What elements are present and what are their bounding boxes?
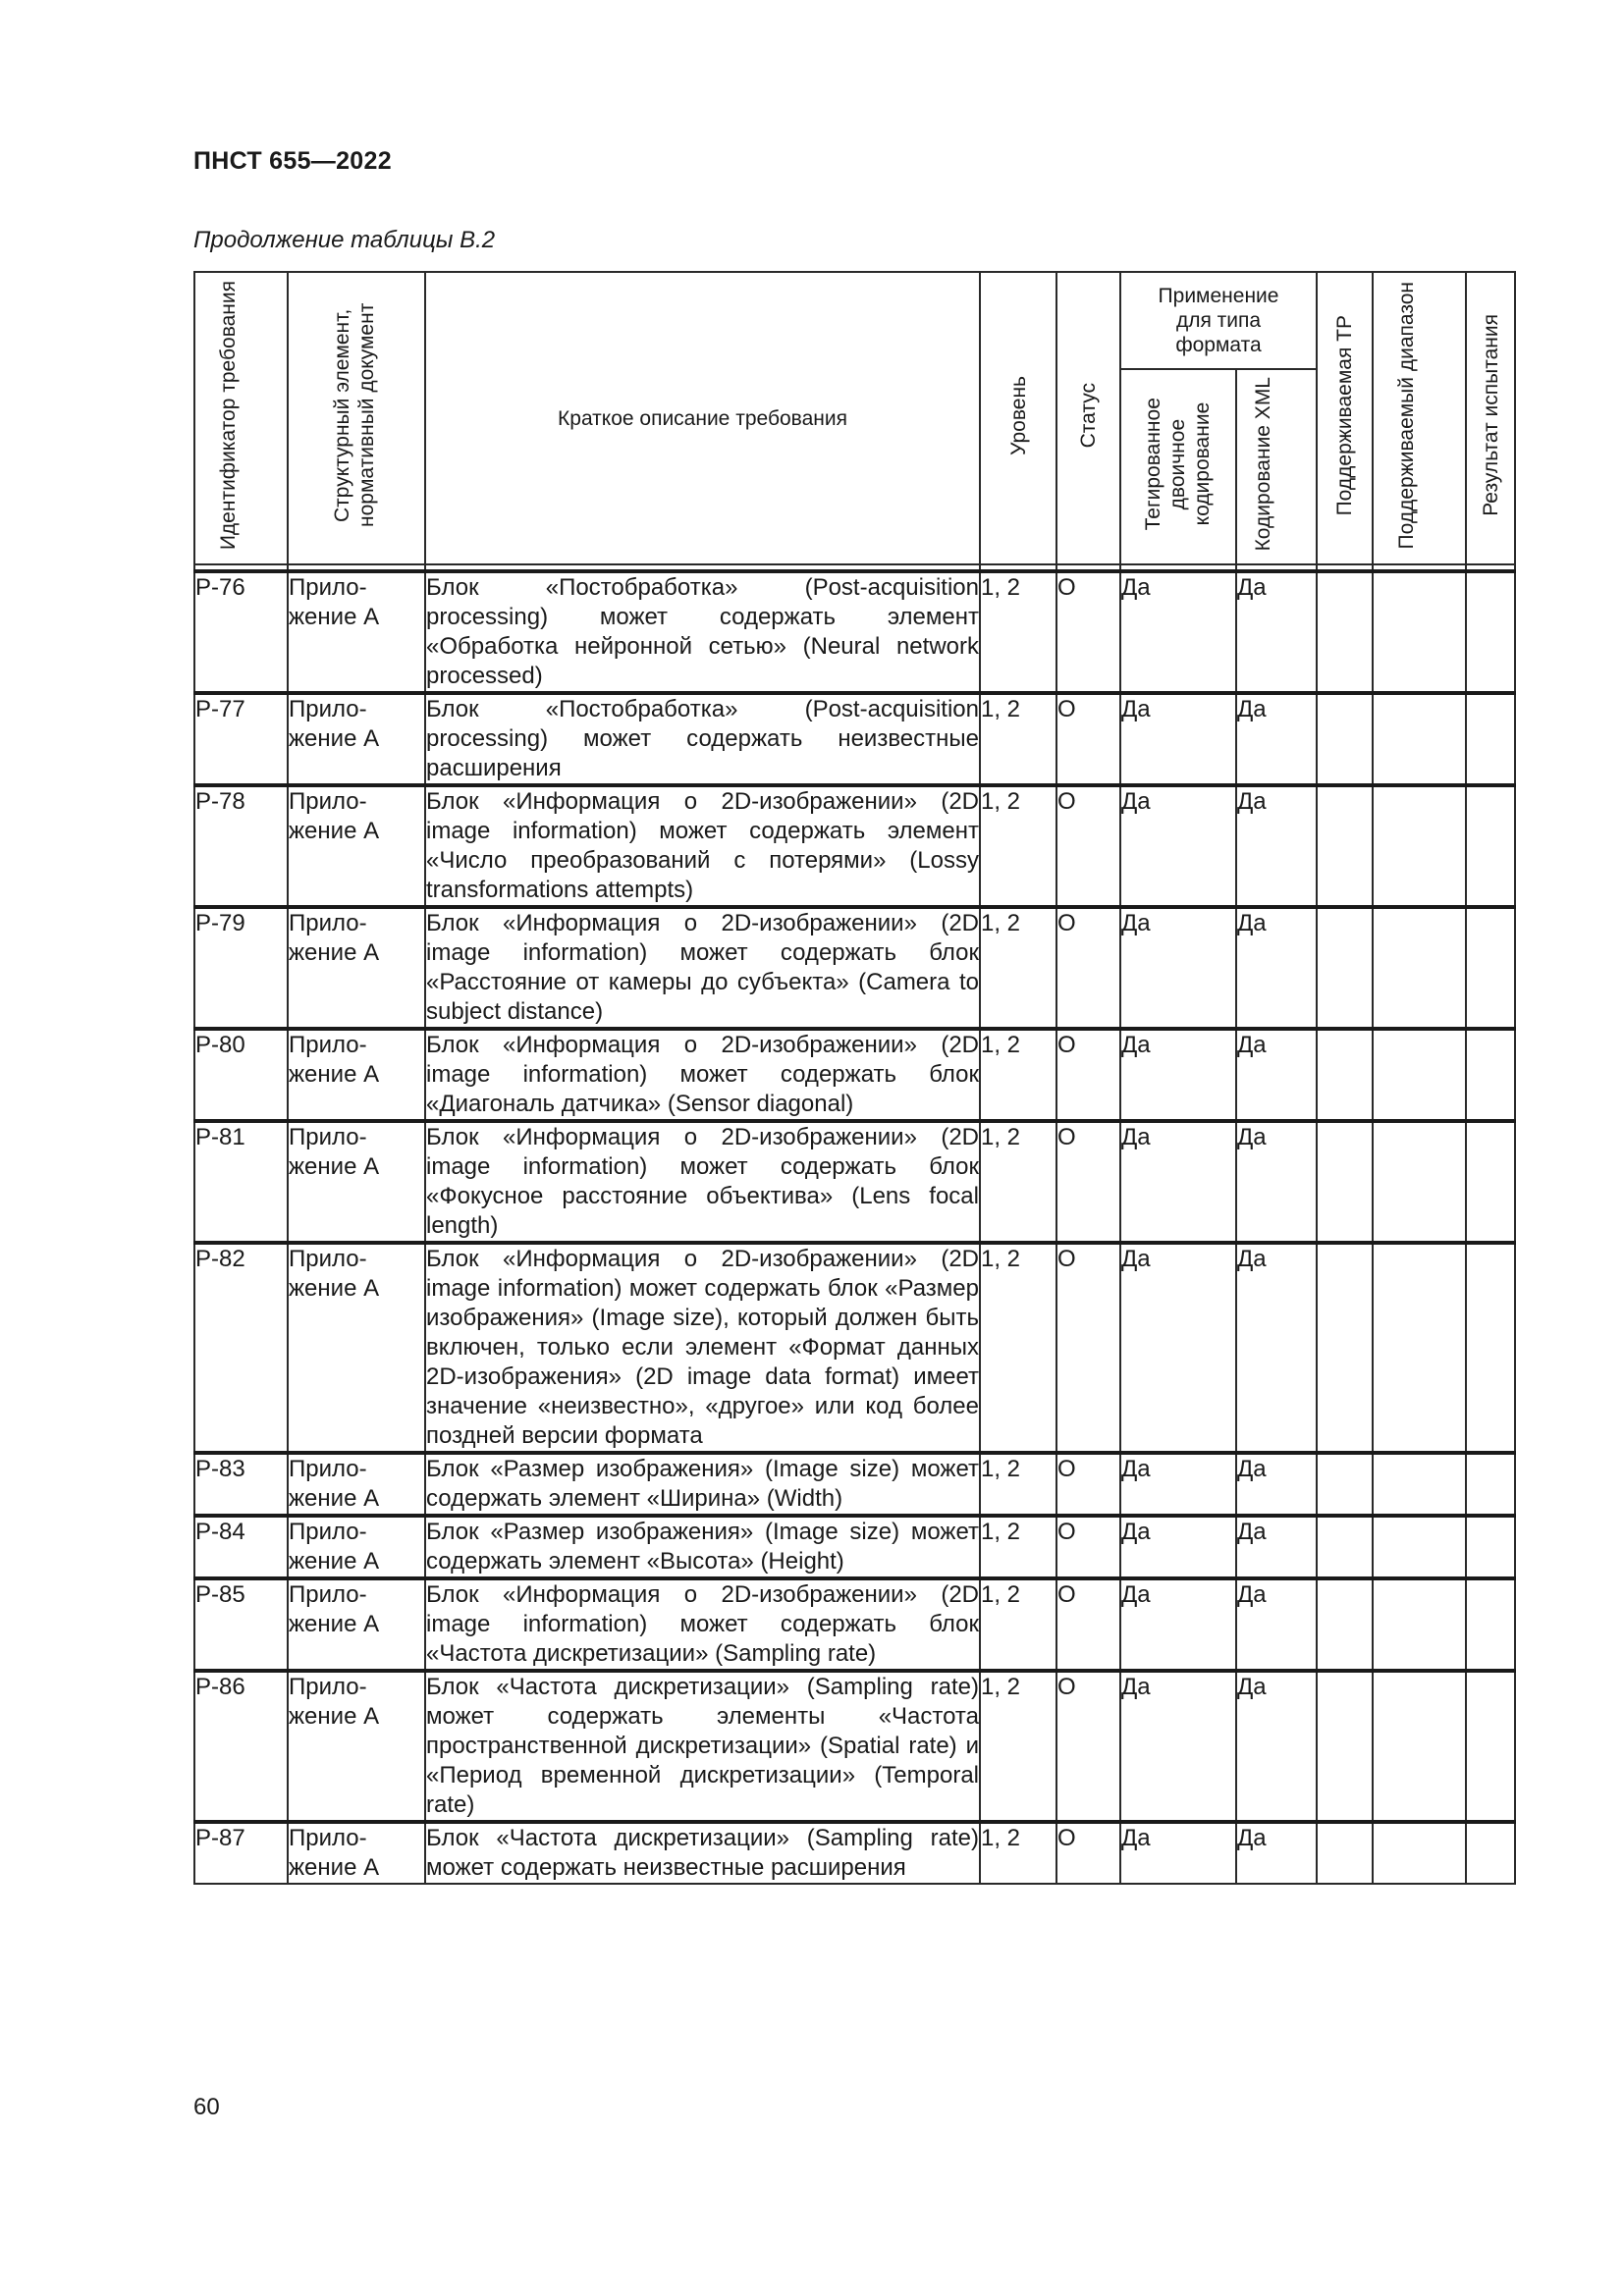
table-row bbox=[194, 907, 1515, 1029]
header-supported-tr: Поддерживаемая ТР bbox=[1317, 272, 1373, 564]
row-tagged-binary: Да bbox=[1120, 1029, 1236, 1121]
row-supported-range bbox=[1373, 1453, 1466, 1516]
row-supported-range bbox=[1373, 907, 1466, 1029]
row-test-result bbox=[1466, 785, 1515, 907]
row-status: O bbox=[1056, 1578, 1120, 1671]
row-description: Блок «Постобработка» (Post-acquisition processing) может содержать элемент «Обработка нейронной сетью» (Neural network processed) bbox=[425, 571, 980, 693]
header-structural: Структурный элемент, нормативный документ bbox=[288, 272, 425, 564]
row-xml: Да bbox=[1236, 1822, 1317, 1884]
row-supported-tr bbox=[1317, 1516, 1373, 1578]
row-level: 1, 2 bbox=[980, 1029, 1056, 1121]
row-xml: Да bbox=[1236, 571, 1317, 693]
row-level: 1, 2 bbox=[980, 785, 1056, 907]
table-row bbox=[194, 1822, 1515, 1884]
page-number: 60 bbox=[193, 2094, 220, 2120]
table-row bbox=[194, 693, 1515, 785]
row-test-result bbox=[1466, 1822, 1515, 1884]
row-xml: Да bbox=[1236, 1578, 1317, 1671]
row-description: Блок «Постобработка» (Post-acquisition processing) может содержать неизвестные расширения bbox=[425, 693, 980, 785]
row-supported-range bbox=[1373, 1578, 1466, 1671]
row-description: Блок «Частота дискретизации» (Sampling rate) может содержать неизвестные расширения bbox=[425, 1822, 980, 1884]
row-id: P-81 bbox=[194, 1121, 288, 1243]
row-level: 1, 2 bbox=[980, 693, 1056, 785]
row-status: O bbox=[1056, 1453, 1120, 1516]
row-test-result bbox=[1466, 1578, 1515, 1671]
row-supported-tr bbox=[1317, 1578, 1373, 1671]
row-xml: Да bbox=[1236, 693, 1317, 785]
row-structural: Прило- жение А bbox=[288, 1243, 425, 1453]
row-id: P-86 bbox=[194, 1671, 288, 1822]
row-tagged-binary: Да bbox=[1120, 1516, 1236, 1578]
row-description: Блок «Информация о 2D-изображении» (2D image information) может содержать блок «Диагональ датчика» (Sensor diagonal) bbox=[425, 1029, 980, 1121]
row-xml: Да bbox=[1236, 1243, 1317, 1453]
row-test-result bbox=[1466, 1029, 1515, 1121]
table-caption: Продолжение таблицы В.2 bbox=[193, 227, 496, 253]
row-description: Блок «Информация о 2D-изображении» (2D image information) может содержать блок «Частота дискретизации» (Sampling rate) bbox=[425, 1578, 980, 1671]
row-supported-range bbox=[1373, 1822, 1466, 1884]
row-id: P-76 bbox=[194, 571, 288, 693]
row-id: P-79 bbox=[194, 907, 288, 1029]
row-supported-range bbox=[1373, 571, 1466, 693]
row-supported-tr bbox=[1317, 907, 1373, 1029]
row-test-result bbox=[1466, 571, 1515, 693]
row-tagged-binary: Да bbox=[1120, 785, 1236, 907]
row-supported-range bbox=[1373, 693, 1466, 785]
row-supported-tr bbox=[1317, 1121, 1373, 1243]
row-structural: Прило- жение А bbox=[288, 1453, 425, 1516]
row-level: 1, 2 bbox=[980, 1453, 1056, 1516]
table-row bbox=[194, 1243, 1515, 1453]
row-structural: Прило- жение А bbox=[288, 571, 425, 693]
header-id: Идентификатор требования bbox=[194, 272, 288, 564]
row-id: P-84 bbox=[194, 1516, 288, 1578]
row-tagged-binary: Да bbox=[1120, 1578, 1236, 1671]
row-id: P-78 bbox=[194, 785, 288, 907]
row-xml: Да bbox=[1236, 1121, 1317, 1243]
header-supported-range: Поддерживаемый диапазон bbox=[1373, 272, 1466, 564]
row-structural: Прило- жение А bbox=[288, 1578, 425, 1671]
row-test-result bbox=[1466, 907, 1515, 1029]
row-supported-range bbox=[1373, 785, 1466, 907]
row-structural: Прило- жение А bbox=[288, 1121, 425, 1243]
row-status: O bbox=[1056, 1243, 1120, 1453]
row-tagged-binary: Да bbox=[1120, 1671, 1236, 1822]
row-test-result bbox=[1466, 1516, 1515, 1578]
header-application: Применение для типа формата bbox=[1120, 272, 1317, 369]
row-id: P-77 bbox=[194, 693, 288, 785]
row-tagged-binary: Да bbox=[1120, 907, 1236, 1029]
header-test-result: Результат испытания bbox=[1466, 272, 1515, 564]
row-structural: Прило- жение А bbox=[288, 1822, 425, 1884]
row-supported-range bbox=[1373, 1029, 1466, 1121]
row-structural: Прило- жение А bbox=[288, 1029, 425, 1121]
row-tagged-binary: Да bbox=[1120, 1243, 1236, 1453]
row-description: Блок «Размер изображения» (Image size) может содержать элемент «Ширина» (Width) bbox=[425, 1453, 980, 1516]
row-tagged-binary: Да bbox=[1120, 693, 1236, 785]
row-supported-range bbox=[1373, 1516, 1466, 1578]
row-description: Блок «Информация о 2D-изображении» (2D image information) может содержать блок «Расстояние от камеры до субъекта» (Camera to subject distance) bbox=[425, 907, 980, 1029]
row-status: O bbox=[1056, 1671, 1120, 1822]
row-description: Блок «Информация о 2D-изображении» (2D image information) может содержать элемент «Число преобразований с потерями» (Lossy transformations attempts) bbox=[425, 785, 980, 907]
header-xml: Кодирование XML bbox=[1236, 369, 1317, 564]
row-level: 1, 2 bbox=[980, 1578, 1056, 1671]
row-level: 1, 2 bbox=[980, 1822, 1056, 1884]
table-row bbox=[194, 1121, 1515, 1243]
table-row bbox=[194, 1671, 1515, 1822]
header-level: Уровень bbox=[980, 272, 1056, 564]
row-tagged-binary: Да bbox=[1120, 571, 1236, 693]
row-level: 1, 2 bbox=[980, 571, 1056, 693]
row-xml: Да bbox=[1236, 1671, 1317, 1822]
row-xml: Да bbox=[1236, 785, 1317, 907]
table-row bbox=[194, 1578, 1515, 1671]
row-supported-tr bbox=[1317, 571, 1373, 693]
row-xml: Да bbox=[1236, 907, 1317, 1029]
row-test-result bbox=[1466, 693, 1515, 785]
row-supported-range bbox=[1373, 1121, 1466, 1243]
row-supported-tr bbox=[1317, 1822, 1373, 1884]
row-supported-tr bbox=[1317, 1243, 1373, 1453]
row-tagged-binary: Да bbox=[1120, 1453, 1236, 1516]
table-row bbox=[194, 571, 1515, 693]
header-description: Краткое описание требования bbox=[425, 272, 980, 564]
row-test-result bbox=[1466, 1453, 1515, 1516]
row-level: 1, 2 bbox=[980, 1671, 1056, 1822]
row-status: O bbox=[1056, 1029, 1120, 1121]
row-id: P-85 bbox=[194, 1578, 288, 1671]
row-description: Блок «Размер изображения» (Image size) может содержать элемент «Высота» (Height) bbox=[425, 1516, 980, 1578]
row-description: Блок «Частота дискретизации» (Sampling rate) может содержать элементы «Частота пространственной дискретизации» (Spatial rate) и «Период временной дискретизации» (Temporal rate) bbox=[425, 1671, 980, 1822]
row-structural: Прило- жение А bbox=[288, 1516, 425, 1578]
row-supported-tr bbox=[1317, 1453, 1373, 1516]
row-id: P-83 bbox=[194, 1453, 288, 1516]
row-xml: Да bbox=[1236, 1516, 1317, 1578]
header-status: Статус bbox=[1056, 272, 1120, 564]
row-xml: Да bbox=[1236, 1029, 1317, 1121]
row-structural: Прило- жение А bbox=[288, 1671, 425, 1822]
row-test-result bbox=[1466, 1243, 1515, 1453]
row-test-result bbox=[1466, 1121, 1515, 1243]
row-description: Блок «Информация о 2D-изображении» (2D image information) может содержать блок «Размер изображения» (Image size), который должен быть включен, только если элемент «Формат данных 2D-изображения» (2D image data format) имеет значение «неизвестно», «другое» или код более поздней версии формата bbox=[425, 1243, 980, 1453]
row-status: O bbox=[1056, 785, 1120, 907]
row-status: O bbox=[1056, 571, 1120, 693]
table-row bbox=[194, 1029, 1515, 1121]
row-description: Блок «Информация о 2D-изображении» (2D image information) может содержать блок «Фокусное расстояние объектива» (Lens focal length) bbox=[425, 1121, 980, 1243]
row-supported-range bbox=[1373, 1243, 1466, 1453]
row-status: O bbox=[1056, 1121, 1120, 1243]
row-supported-tr bbox=[1317, 1671, 1373, 1822]
row-supported-tr bbox=[1317, 785, 1373, 907]
row-level: 1, 2 bbox=[980, 1243, 1056, 1453]
row-supported-tr bbox=[1317, 1029, 1373, 1121]
table-row bbox=[194, 785, 1515, 907]
row-level: 1, 2 bbox=[980, 1516, 1056, 1578]
row-level: 1, 2 bbox=[980, 907, 1056, 1029]
row-supported-range bbox=[1373, 1671, 1466, 1822]
row-status: O bbox=[1056, 907, 1120, 1029]
row-tagged-binary: Да bbox=[1120, 1121, 1236, 1243]
row-test-result bbox=[1466, 1671, 1515, 1822]
row-structural: Прило- жение А bbox=[288, 693, 425, 785]
row-structural: Прило- жение А bbox=[288, 785, 425, 907]
row-status: O bbox=[1056, 1822, 1120, 1884]
table-row bbox=[194, 1453, 1515, 1516]
row-structural: Прило- жение А bbox=[288, 907, 425, 1029]
row-id: P-87 bbox=[194, 1822, 288, 1884]
row-id: P-80 bbox=[194, 1029, 288, 1121]
standard-code-header: ПНСТ 655—2022 bbox=[193, 147, 392, 175]
row-id: P-82 bbox=[194, 1243, 288, 1453]
row-supported-tr bbox=[1317, 693, 1373, 785]
row-level: 1, 2 bbox=[980, 1121, 1056, 1243]
row-tagged-binary: Да bbox=[1120, 1822, 1236, 1884]
table-row bbox=[194, 1516, 1515, 1578]
table-body bbox=[194, 571, 1515, 1884]
row-xml: Да bbox=[1236, 1453, 1317, 1516]
header-tagged-binary: Тегированное двоичное кодирование bbox=[1120, 369, 1236, 564]
row-status: O bbox=[1056, 1516, 1120, 1578]
requirements-table bbox=[193, 271, 1516, 1885]
row-status: O bbox=[1056, 693, 1120, 785]
